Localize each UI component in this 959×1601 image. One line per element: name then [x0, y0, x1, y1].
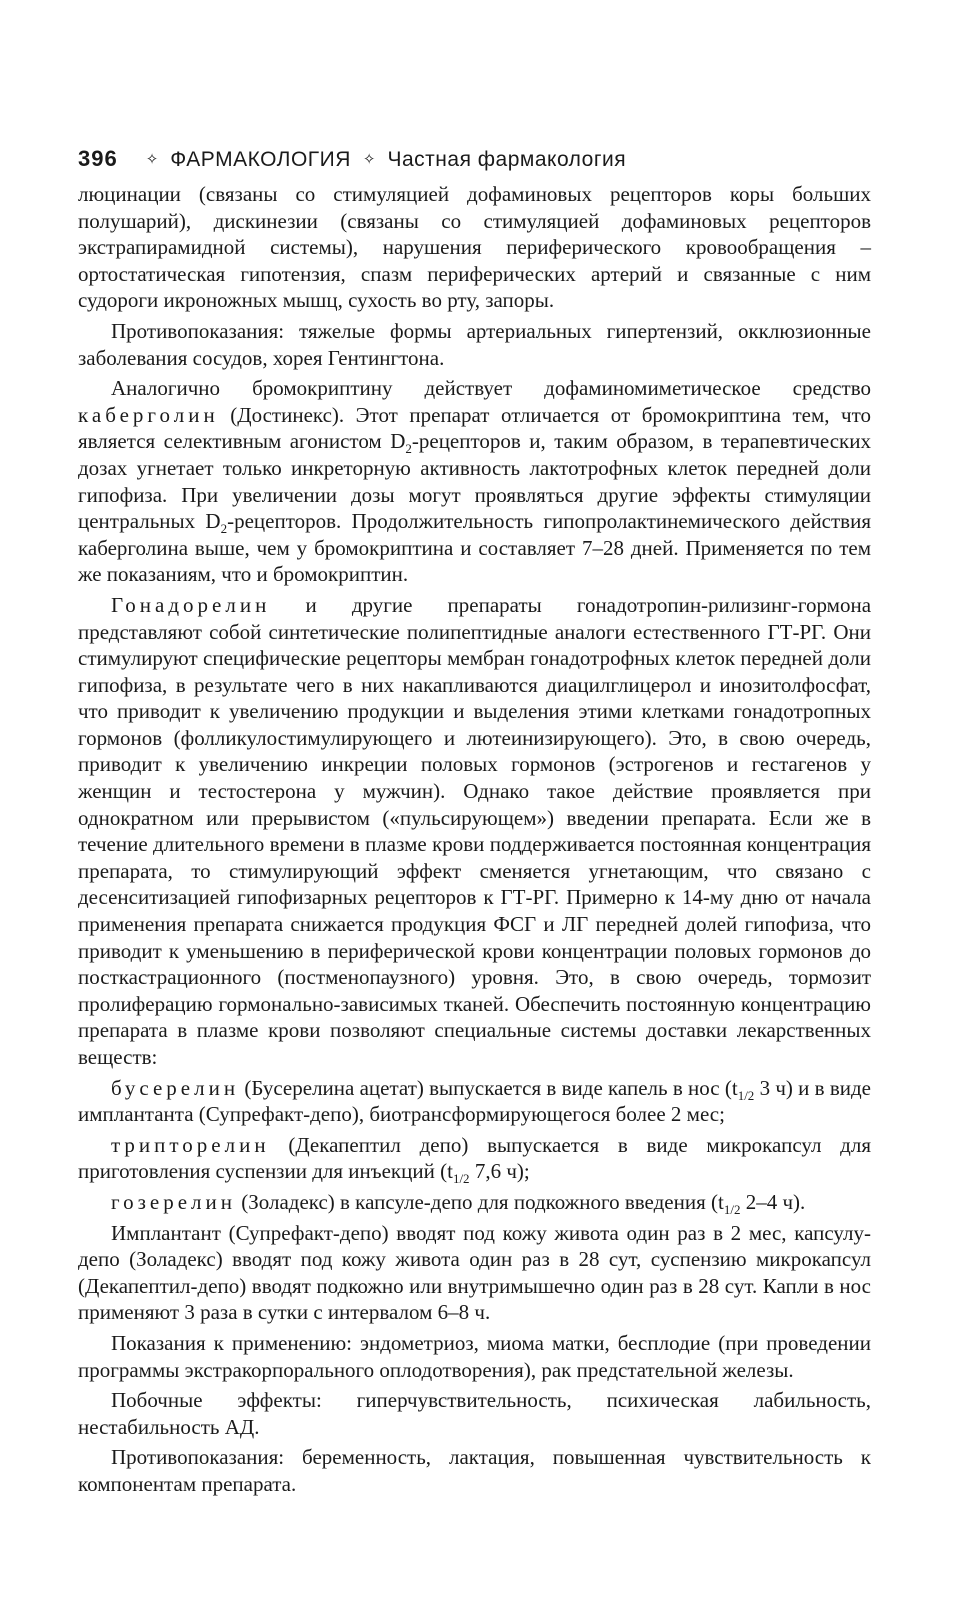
text-run: 3 ч) и в виде имплантанта (Супрефакт-депо), биотрансформирующегося более 2 мес;: [78, 1075, 871, 1127]
text-run: (Достинекс). Этот препарат отличается от бромокриптина тем, что является селективным агонистом D: [78, 402, 871, 454]
drug-name-buserelin: бусерелин: [111, 1075, 240, 1100]
paragraph-triptorelin: [78, 1132, 871, 1185]
paragraph-goserelin: [78, 1189, 871, 1216]
paragraph-contraindications: Противопоказания: беременность, лактация, повышенная чувствительность к компонентам препарата.: [78, 1445, 871, 1496]
subscript: 1/2: [452, 1171, 470, 1187]
running-header: [78, 144, 871, 177]
text-run: (Бусерелина ацетат) выпускается в виде капель в нос (t: [244, 1075, 738, 1100]
paragraph-side-effects: Побочные эффекты: гиперчувствительность, психическая лабильность, нестабильность АД.: [78, 1388, 871, 1439]
text-run: -рецепторов и, таким образом, в терапевтических дозах угнетает только инкреторную активность лактотрофных клеток передней доли гипофиза. При увеличении дозы могут проявляться другие эффекты стимуляции центральных D: [78, 429, 871, 534]
page-number: 396: [78, 146, 118, 171]
paragraph-side-effects-continued: люцинации (связаны со стимуляцией дофаминовых рецепторов коры больших полушарий), дискинезии (связаны со стимуляцией дофаминовых рецепторов экстрапирамидной системы), нарушения периферического кровообращения – ортостатическая гипотензия, спазм периферических артерий и связанные с ним судороги икроножных мышц, сухость во рту, запоры.: [78, 182, 871, 313]
drug-name-goserelin: гозерелин: [111, 1189, 236, 1214]
diamond-separator-icon: ✧: [362, 151, 376, 168]
diamond-separator-icon: ✧: [145, 151, 159, 168]
paragraph-cabergoline: [78, 375, 871, 588]
subsection-title: Частная фармакология: [387, 148, 627, 171]
subscript: 2: [405, 441, 412, 457]
book-page: [78, 144, 871, 1502]
text-run: (Декапептил депо) выпускается в виде микрокапсул для приготовления суспензии для инъекций (t: [78, 1132, 871, 1184]
subscript: 1/2: [723, 1202, 741, 1218]
text-run: и другие препараты гонадотропин-рилизинг-гормона представляют собой синтетические полипептидные аналоги естественного ГТ-РГ. Они стимулируют специфические рецепторы мембран гонадотрофных клеток передней доли гипофиза, в результате чего в них накапливаются диацилглицерол и инозитолфосфат, что приводит к увеличению продукции и выделения этими клетками гонадотропных гормонов (фолликулостимулирующего и лютеинизирующего). Это, в свою очередь, приводит к увеличению инкреции половых гормонов (эстрогенов и гестагенов у женщин и тестостерона у мужчин). Однако такое действие проявляется при однократном или прерывистом («пульсирующем») введении препарата. Если же в течение длительного времени в плазме крови поддерживается постоянная концентрация препарата, то стимулирующий эффект сменяется угнетающим, что связано с десенситизацией гипофизарных рецепторов к ГТ-РГ. Примерно к 14-му дню от начала применения препарата снижается продукция ФСГ и ЛГ передней долей гипофиза, что приводит к уменьшению в периферической крови концентрации половых гормонов до посткастрационного (постменопаузного) уровня. Это, в свою очередь, тормозит пролиферацию гормонально-зависимых тканей. Обеспечить постоянную концентрацию препарата в плазме крови позволяют специальные системы доставки лекарственных веществ:: [78, 592, 872, 1069]
paragraph-administration: Имплантант (Супрефакт-депо) вводят под кожу живота один раз в 2 мес, капсулу-депо (Золадекс) вводят под кожу живота один раз в 28 сут, суспензию микрокапсул (Декапептил-депо) вводят подкожно или внутримышечно один раз в 28 сут. Капли в нос применяют 3 раза в сутки с интервалом 6–8 ч.: [78, 1220, 871, 1325]
subscript: 2: [220, 521, 228, 537]
text-run: 7,6 ч);: [474, 1159, 530, 1184]
paragraph-buserelin: [78, 1075, 871, 1128]
subscript: 1/2: [737, 1087, 755, 1103]
text-run: 2–4 ч).: [745, 1189, 806, 1214]
drug-name-triptorelin: трипторелин: [111, 1132, 270, 1157]
section-title: ФАРМАКОЛОГИЯ: [170, 148, 351, 171]
text-run: (Золадекс) в капсуле-депо для подкожного введения (t: [241, 1189, 724, 1214]
paragraph-contraindications-bromocriptine: Противопоказания: тяжелые формы артериальных гипертензий, окклюзионные заболевания сосудов, хорея Гентингтона.: [78, 318, 871, 370]
paragraph-indications: Показания к применению: эндометриоз, миома матки, бесплодие (при проведении программы экстракорпорального оплодотворения), рак предстательной железы.: [78, 1330, 871, 1382]
drug-name-gonadorelin: Гонадорелин: [111, 592, 271, 617]
text-run: Аналогично бромокриптину действует дофаминомиметическое средство: [111, 376, 871, 401]
paragraph-gonadorelin: [78, 592, 871, 1071]
text-run: -рецепторов. Продолжительность гипопролактинемического действия каберголина выше, чем у бромокриптина и составляет 7–28 дней. Применяется по тем же показаниям, что и бромокриптин.: [78, 509, 871, 587]
drug-name-cabergoline: каберголин: [78, 402, 219, 427]
